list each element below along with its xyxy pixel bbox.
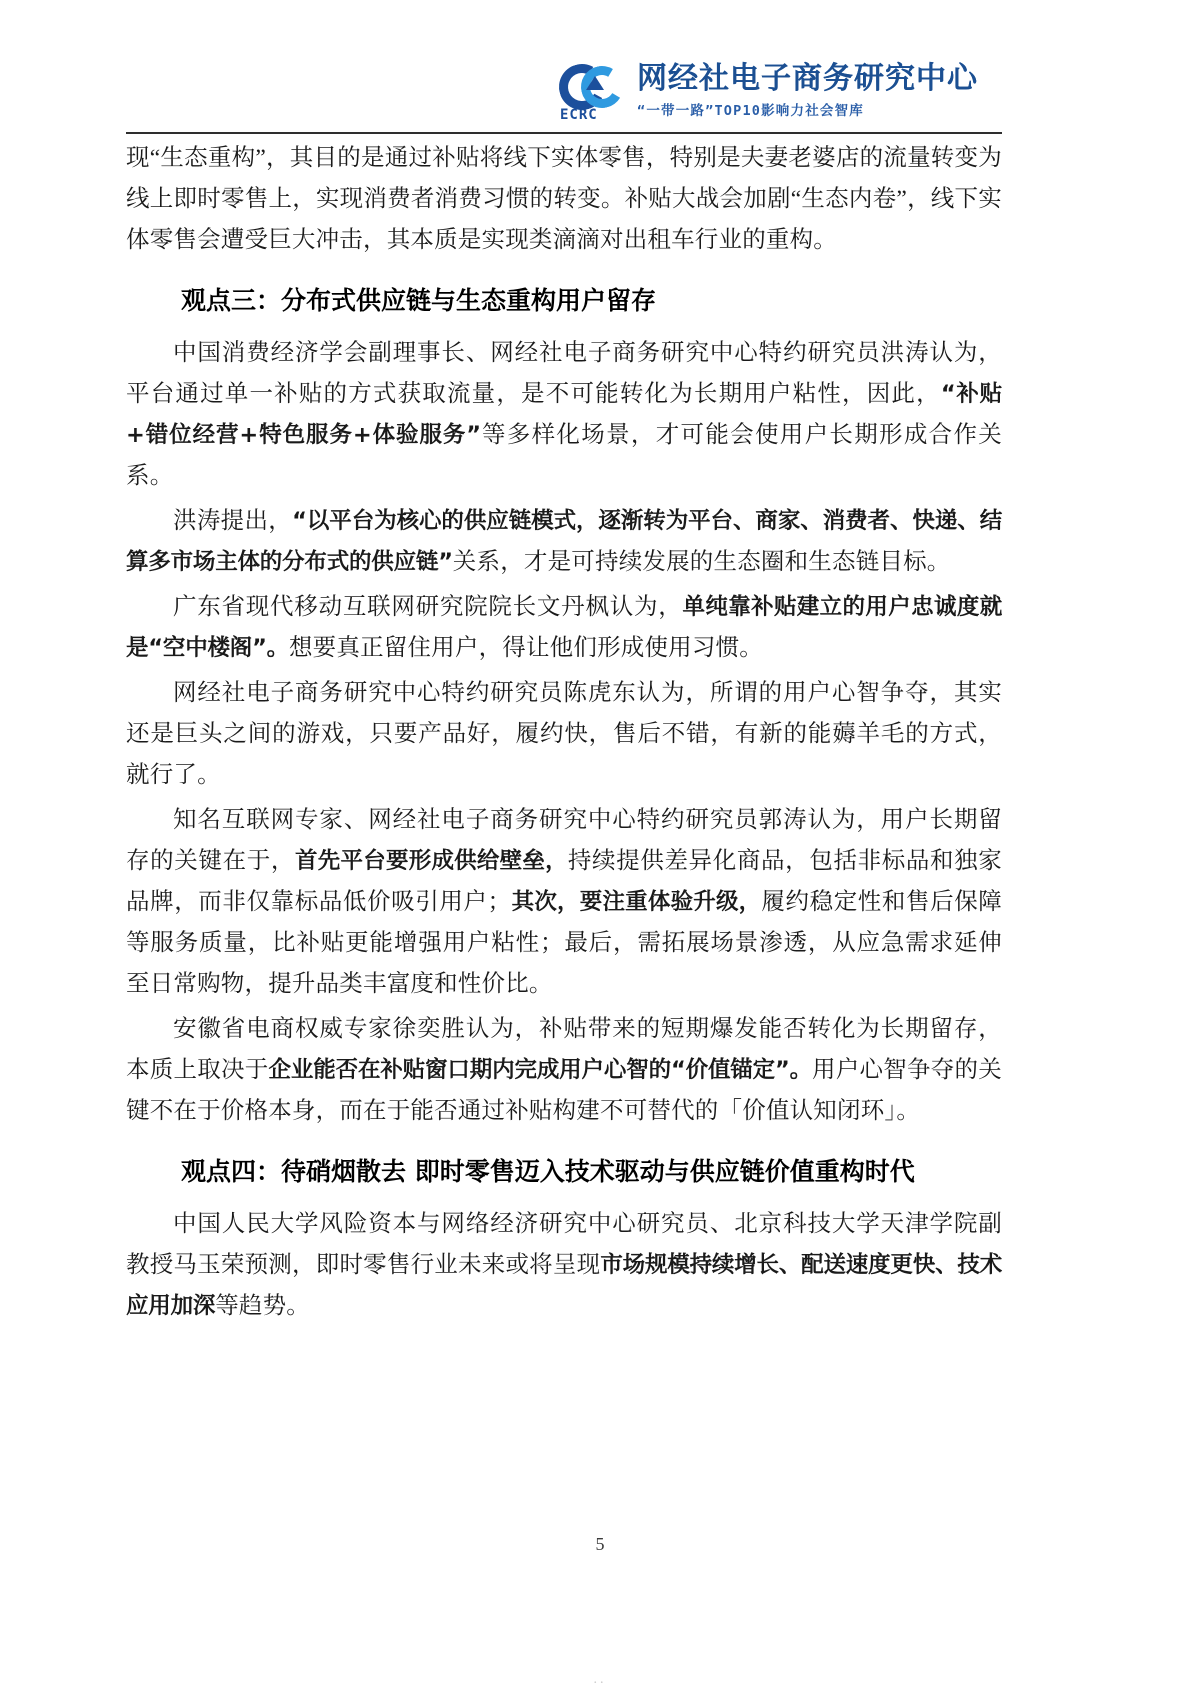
text-run: 网经社电子商务研究中心特约研究员陈虎东认为，所谓的用户心智争夺，其实还是巨头之间的游戏，只要产品好，履约快，售后不错，有新的能薅羊毛的方式，就行了。	[126, 680, 1002, 788]
text-run: 现“生态重构”，其目的是通过补贴将线下实体零售，特别是夫妻老婆店的流量转变为线上即时零售上，实现消费者消费习惯的转变。补贴大战会加剧“生态内卷”，线下实体零售会遭受巨大冲击，其本质是实现类滴滴对出租车行业的重构。	[126, 145, 1002, 253]
header-divider	[126, 132, 1002, 134]
emphasis-run: 其次，要注重体验升级，	[511, 889, 762, 915]
paragraph-p2	[126, 333, 1002, 497]
document-body	[126, 138, 1002, 1331]
ecrc-logo	[557, 62, 978, 130]
paragraph-p1	[126, 138, 1002, 261]
logo-abbreviation: ECRC	[560, 107, 598, 123]
body-root	[126, 138, 1002, 1327]
text-run: 持续提供差异化商品，包括非标品和独家品牌，而非仅靠标品低价吸引用户；	[126, 848, 1003, 915]
section-heading-section-4: 观点四：待硝烟散去 即时零售迈入技术驱动与供应链价值重构时代	[181, 1157, 915, 1186]
emphasis-run: 市场规模持续增长、配送速度更快、技术应用加深	[126, 1252, 1003, 1319]
section-heading-section-3: 观点三：分布式供应链与生态重构用户留存	[181, 286, 657, 315]
ecrc-logo-icon	[557, 62, 631, 123]
emphasis-run: 首先平台要形成供给壁垒，	[295, 848, 568, 874]
text-run: 关系，才是可持续发展的生态圈和生态链目标。	[452, 549, 951, 575]
logo-text-block	[637, 62, 978, 119]
paragraph-p6	[126, 800, 1002, 1005]
emphasis-run: 单纯靠补贴建立的用户忠诚度就是“空中楼阁”。	[126, 594, 1003, 661]
paragraph-p5	[126, 673, 1002, 796]
page-header	[0, 62, 1200, 134]
footer-ornament: ..	[593, 1672, 607, 1687]
paragraph-p7	[126, 1009, 1002, 1132]
text-run: 知名互联网专家、网经社电子商务研究中心特约研究员郭涛认为，用户长期留存的关键在于，	[126, 807, 1002, 874]
logo-subtitle: “一带一路”TOP10影响力社会智库	[637, 102, 864, 119]
text-run: 洪涛提出，	[173, 508, 293, 534]
text-run: 广东省现代移动互联网研究院院长文丹枫认为，	[173, 594, 683, 620]
paragraph-p3	[126, 501, 1002, 583]
paragraph-p8	[126, 1204, 1002, 1327]
text-run: 等趋势。	[215, 1293, 311, 1319]
text-run: 等多样化场景，才可能会使用户长期形成合作关系。	[126, 422, 1002, 489]
paragraph-p4	[126, 587, 1002, 669]
logo-triangle-mark	[586, 76, 604, 90]
emphasis-run: 企业能否在补贴窗口期内完成用户心智的“价值锚定”。	[268, 1057, 813, 1083]
text-run: 想要真正留住用户，得让他们形成使用习惯。	[288, 635, 763, 661]
text-run: 中国人民大学风险资本与网络经济研究中心研究员、北京科技大学天津学院副教授马玉荣预测，即时零售行业未来或将呈现	[126, 1211, 1002, 1278]
logo-title: 网经社电子商务研究中心	[637, 61, 978, 96]
emphasis-run: “以平台为核心的供应链模式，逐渐转为平台、商家、消费者、快递、结算多市场主体的分布式的供应链”	[126, 508, 1002, 575]
page-number: 5	[595, 1534, 605, 1554]
text-run: 用户心智争夺的关键不在于价格本身，而在于能否通过补贴构建不可替代的「价值认知闭环」。	[126, 1057, 1003, 1124]
emphasis-run: “补贴+错位经营+特色服务+体验服务”	[126, 381, 1002, 448]
text-run: 安徽省电商权威专家徐奕胜认为，补贴带来的短期爆发能否转化为长期留存，本质上取决于	[126, 1016, 1002, 1083]
text-run: 履约稳定性和售后保障等服务质量，比补贴更能增强用户粘性；最后，需拓展场景渗透，从应急需求延伸至日常购物，提升品类丰富度和性价比。	[126, 889, 1003, 997]
text-run: 中国消费经济学会副理事长、网经社电子商务研究中心特约研究员洪涛认为，平台通过单一补贴的方式获取流量，是不可能转化为长期用户粘性，因此，	[126, 340, 1002, 407]
